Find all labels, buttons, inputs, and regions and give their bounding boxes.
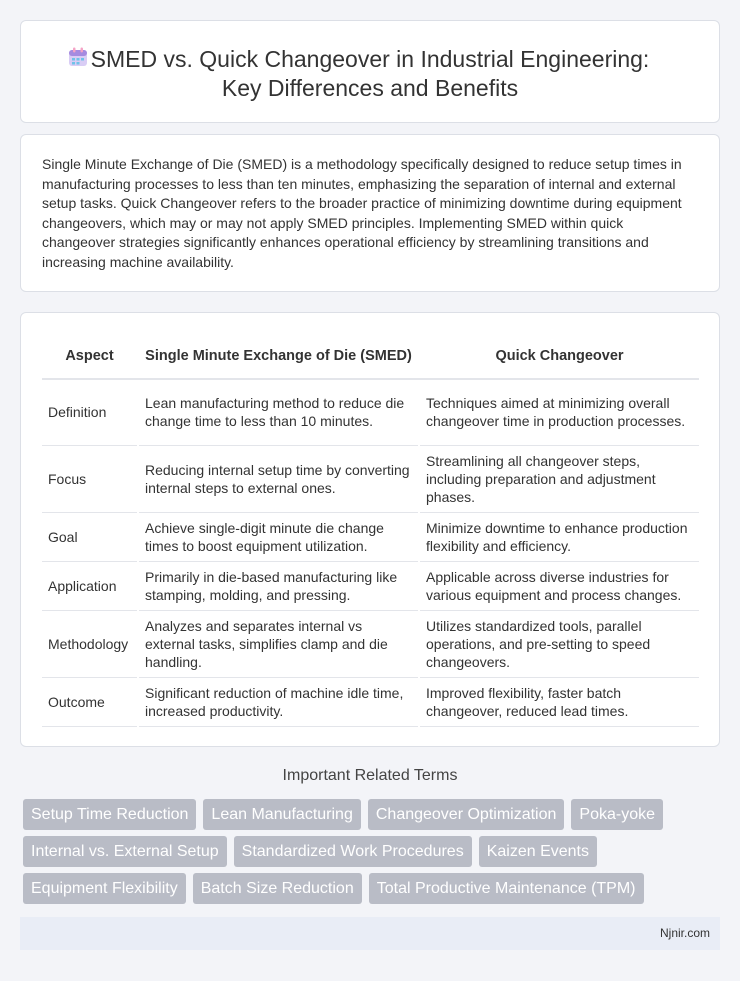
smed-cell: Reducing internal setup time by converting internal steps to external ones.: [138, 445, 419, 512]
tag-standardized-work-procedures[interactable]: Standardized Work Procedures: [234, 836, 472, 867]
table-header-row: [42, 335, 699, 379]
comparison-card: [20, 312, 720, 747]
tag-poka-yoke[interactable]: Poka-yoke: [571, 799, 663, 830]
table-row: [42, 445, 699, 512]
comparison-table: [42, 335, 699, 727]
table-row: [42, 379, 699, 445]
tag-kaizen-events[interactable]: Kaizen Events: [479, 836, 597, 867]
tag-setup-time-reduction[interactable]: Setup Time Reduction: [23, 799, 196, 830]
qc-cell: Streamlining all changeover steps, including preparation and adjustment phases.: [419, 445, 699, 512]
qc-cell: Improved flexibility, faster batch changeover, reduced lead times.: [419, 677, 699, 726]
aspect-cell: Definition: [42, 379, 138, 445]
footer: [20, 917, 720, 950]
smed-cell: Analyzes and separates internal vs external tasks, simplifies clamp and die handling.: [138, 610, 419, 677]
footer-site-link[interactable]: Njnir.com: [659, 926, 710, 940]
smed-cell: Lean manufacturing method to reduce die change time to less than 10 minutes.: [138, 379, 419, 445]
header-quick-changeover: Quick Changeover: [419, 335, 699, 379]
tag-changeover-optimization[interactable]: Changeover Optimization: [368, 799, 565, 830]
intro-card: [20, 134, 720, 292]
smed-cell: Primarily in die-based manufacturing like stamping, molding, and pressing.: [138, 561, 419, 610]
aspect-cell: Methodology: [42, 610, 138, 677]
aspect-cell: Outcome: [42, 677, 138, 726]
header-aspect: Aspect: [42, 335, 138, 379]
qc-cell: Techniques aimed at minimizing overall changeover time in production processes.: [419, 379, 699, 445]
title-card: [20, 20, 720, 123]
tag-equipment-flexibility[interactable]: Equipment Flexibility: [23, 873, 186, 904]
page-title-line-1: SMED vs. Quick Changeover in Industrial Engineering:: [90, 46, 650, 72]
aspect-cell: Goal: [42, 512, 138, 561]
tag-row: [23, 799, 723, 830]
tag-row: [23, 836, 723, 867]
table-row: [42, 512, 699, 561]
qc-cell: Applicable across diverse industries for various equipment and process changes.: [419, 561, 699, 610]
related-terms: [23, 799, 723, 910]
qc-cell: Minimize downtime to enhance production flexibility and efficiency.: [419, 512, 699, 561]
table-row: [42, 561, 699, 610]
page-title: [21, 45, 719, 103]
header-smed: Single Minute Exchange of Die (SMED): [138, 335, 419, 379]
tag-total-productive-maintenance[interactable]: Total Productive Maintenance (TPM): [369, 873, 644, 904]
tag-internal-vs-external-setup[interactable]: Internal vs. External Setup: [23, 836, 227, 867]
tag-batch-size-reduction[interactable]: Batch Size Reduction: [193, 873, 362, 904]
table-row: [42, 610, 699, 677]
tag-lean-manufacturing[interactable]: Lean Manufacturing: [203, 799, 360, 830]
qc-cell: Utilizes standardized tools, parallel operations, and pre-setting to speed changeovers.: [419, 610, 699, 677]
aspect-cell: Application: [42, 561, 138, 610]
smed-cell: Achieve single-digit minute die change times to boost equipment utilization.: [138, 512, 419, 561]
table-row: [42, 677, 699, 726]
related-terms-title: Important Related Terms: [282, 767, 458, 784]
intro-paragraph: Single Minute Exchange of Die (SMED) is a methodology specifically designed to reduce setup times in manufacturing processes to less than ten minutes, emphasizing the separation of internal and external setup tasks. Quick Changeover refers to the broader practice of minimizing downtime during equipment changeovers, which may or may not apply SMED principles. Implementing SMED within quick changeover strategies significantly enhances operational efficiency by streamlining transitions and increasing machine availability.: [42, 156, 682, 270]
smed-cell: Significant reduction of machine idle time, increased productivity.: [138, 677, 419, 726]
tag-row: [23, 873, 723, 904]
page-title-line-2: Key Differences and Benefits: [221, 75, 519, 101]
aspect-cell: Focus: [42, 445, 138, 512]
